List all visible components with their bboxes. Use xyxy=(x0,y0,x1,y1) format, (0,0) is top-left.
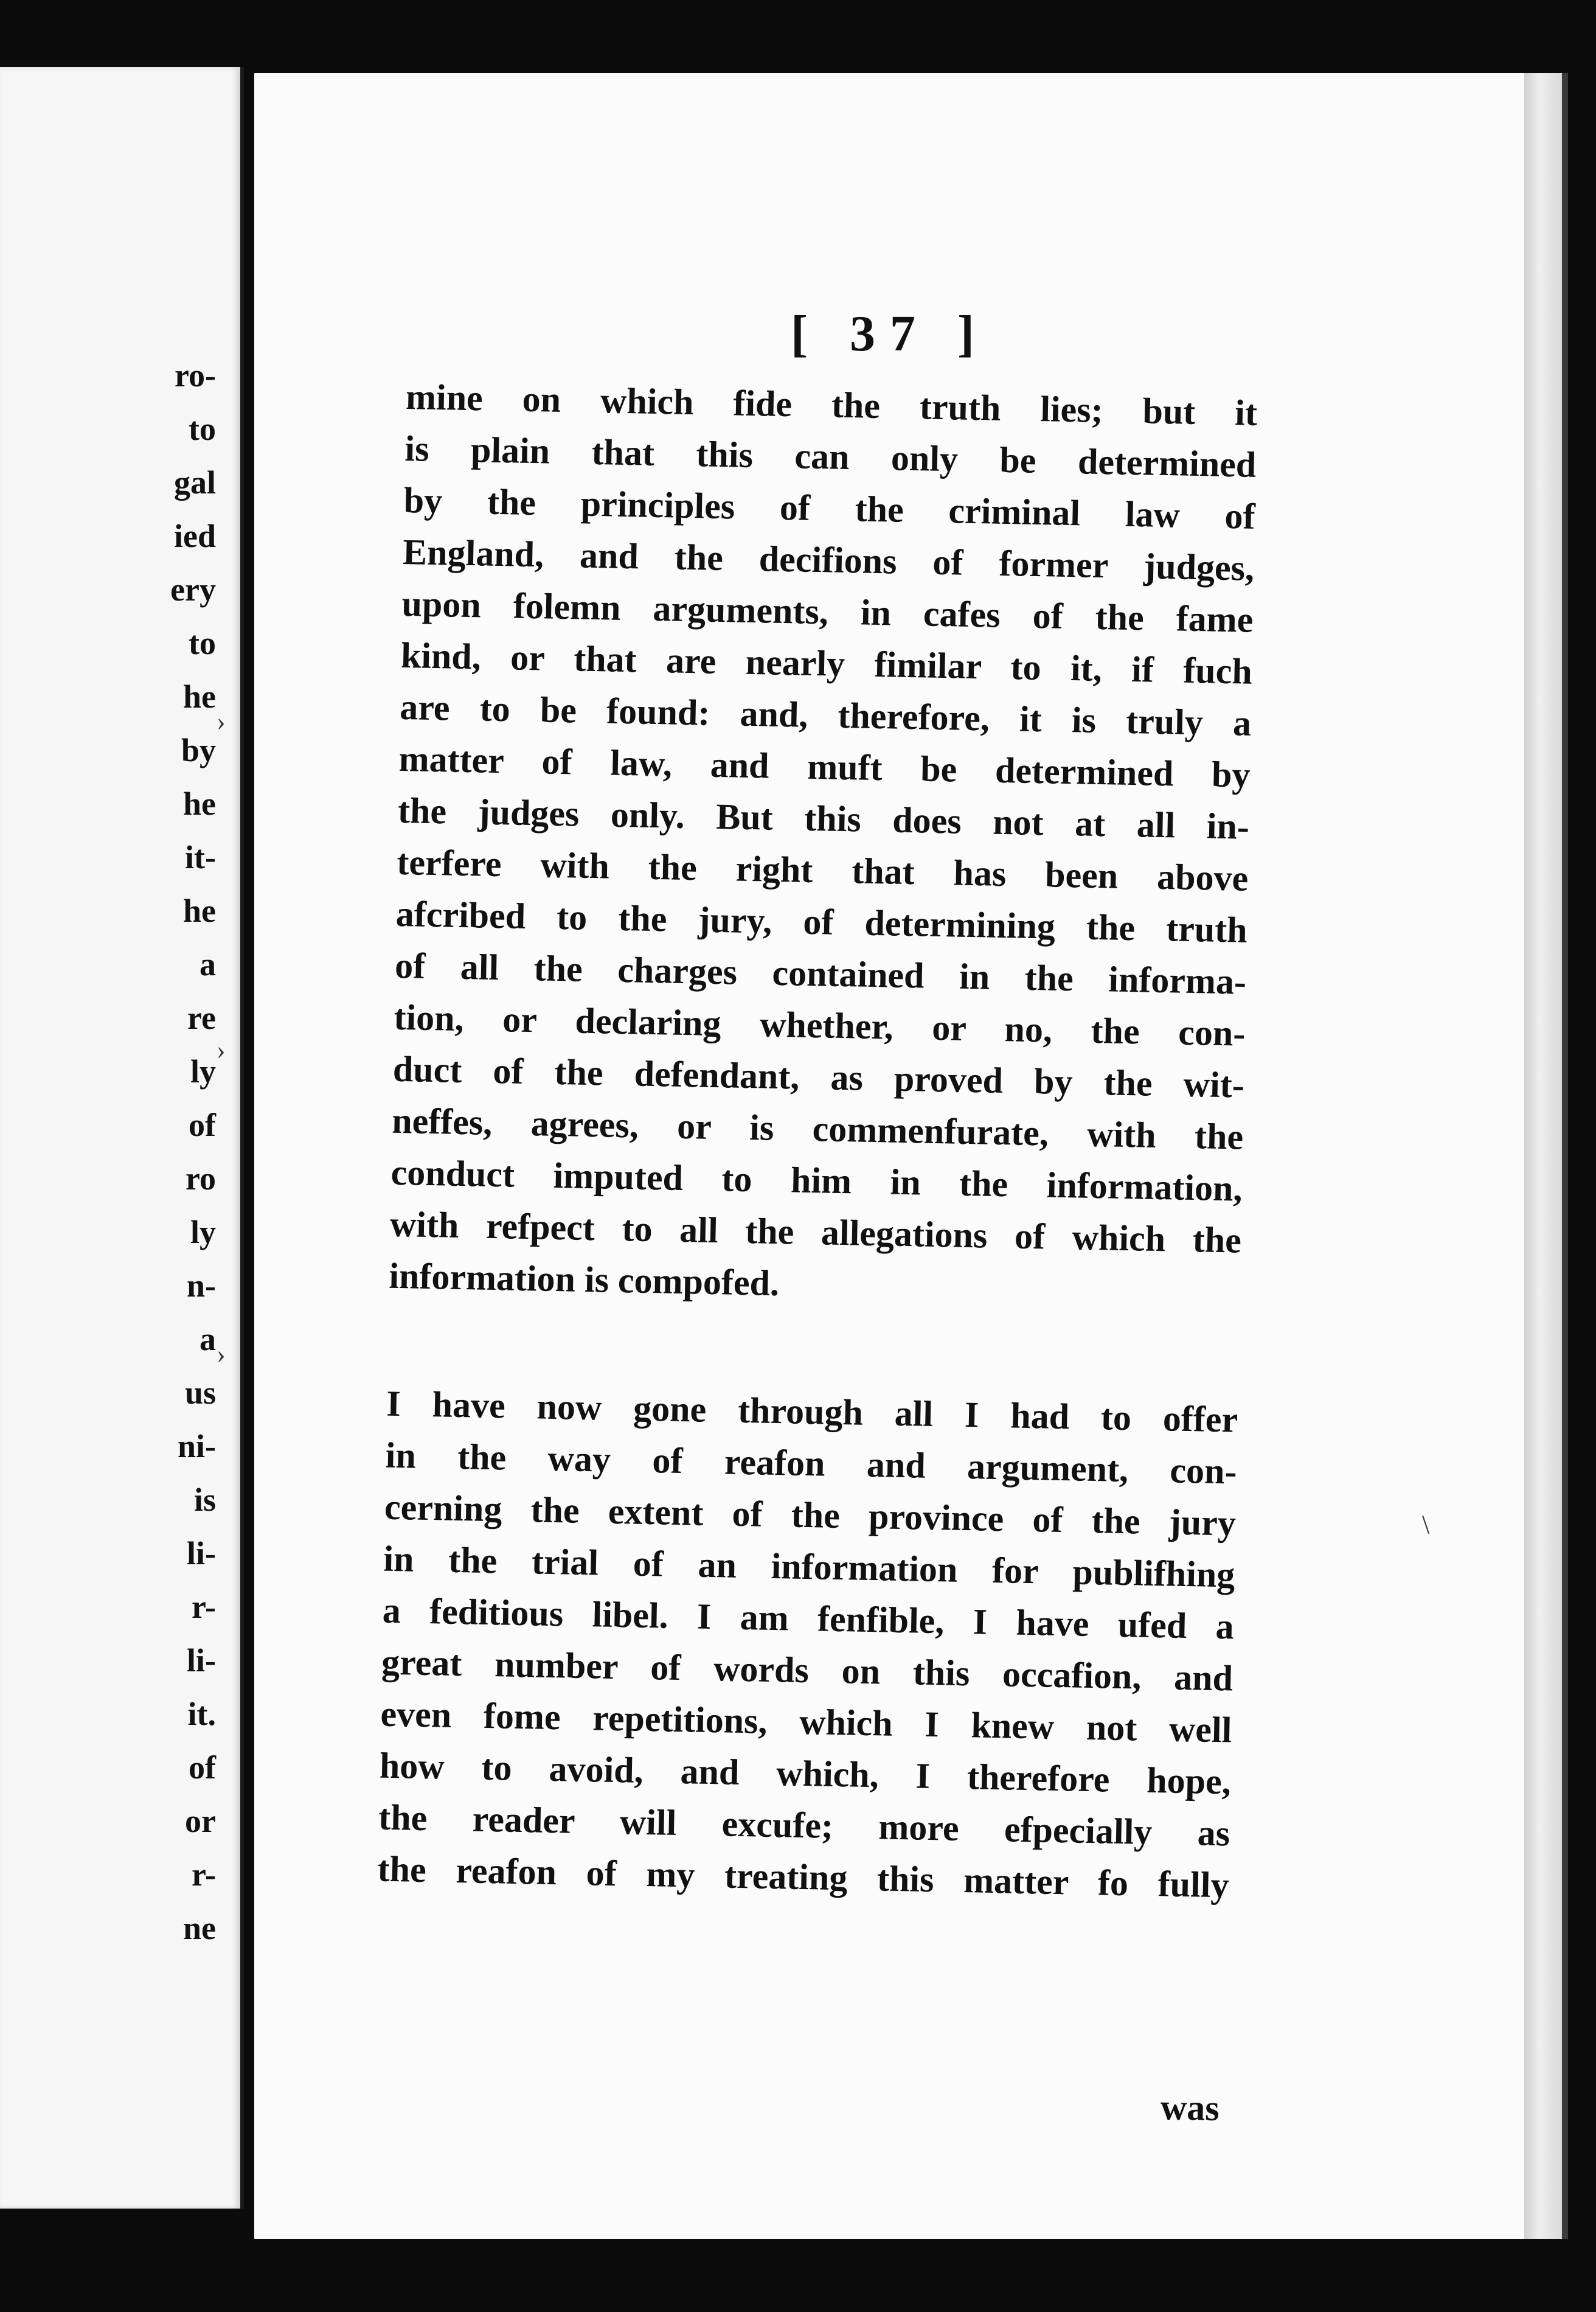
page-edge xyxy=(1524,73,1562,2239)
text-line: terfere with the right that has been above xyxy=(396,841,1249,899)
left-page-fragment: ery xyxy=(170,571,216,608)
left-page-fragment: ly xyxy=(190,1053,216,1090)
margin-mark: › xyxy=(217,1035,226,1065)
text-line: in the trial of an information for publifhing xyxy=(383,1538,1235,1595)
left-page-fragment: n- xyxy=(186,1267,216,1304)
left-page-fragment: is xyxy=(193,1482,216,1518)
text-line: cerning the extent of the province of the jury xyxy=(384,1486,1237,1544)
text-line: tion, or declaring whether, or no, the con- xyxy=(393,997,1246,1054)
text-line: the reader will excufe; more efpecially as xyxy=(378,1797,1230,1854)
left-page-fragment: it- xyxy=(185,839,216,876)
margin-mark: › xyxy=(217,706,226,736)
text-line: I have now gone through all I had to offer xyxy=(386,1383,1238,1440)
text-line: of all the charges contained in the informa- xyxy=(394,945,1247,1002)
text-line: upon folemn arguments, in cafes of the fame xyxy=(401,583,1254,640)
left-page-fragment: of xyxy=(189,1749,216,1786)
left-page-fragment: by xyxy=(181,732,216,768)
book-page xyxy=(217,73,1562,2239)
text-line: even fome repetitions, which I knew not well xyxy=(380,1693,1233,1750)
text-line: by the principles of the criminal law of xyxy=(403,479,1256,537)
text-line: mine on which fide the truth lies; but it xyxy=(405,376,1258,433)
text-line: great number of words on this occafion, and xyxy=(381,1642,1233,1699)
text-line: England, and the decifions of former judges, xyxy=(402,531,1255,588)
left-page-fragment: of xyxy=(189,1107,216,1143)
paragraph xyxy=(377,1378,1238,1912)
left-page-fragment: ne xyxy=(183,1910,216,1946)
margin-mark: \ xyxy=(1422,1509,1430,1539)
left-page-fragment: to xyxy=(189,625,216,661)
left-page-fragment: a xyxy=(200,946,216,983)
left-page-fragment: r- xyxy=(192,1856,216,1893)
left-page-fragment: ly xyxy=(190,1214,216,1250)
text-line: the judges only. But this does not at all in- xyxy=(397,790,1250,847)
left-page-fragment: ro- xyxy=(175,357,216,394)
left-page-fragment: a xyxy=(200,1321,216,1357)
text-line: conduct imputed to him in the information, xyxy=(390,1152,1243,1209)
text-line: duct of the defendant, as proved by the wit- xyxy=(392,1048,1245,1106)
left-page-fragment: li- xyxy=(187,1535,216,1572)
text-line: a feditious libel. I am fenfible, I have ufed a xyxy=(382,1590,1235,1647)
text-line: how to avoid, and which, I therefore hope, xyxy=(379,1745,1232,1802)
text-line: matter of law, and muft be determined by xyxy=(398,738,1251,795)
left-page-fragment: or xyxy=(185,1803,216,1839)
left-page-fragment: he xyxy=(183,893,216,929)
text-line: is plain that this can only be determined xyxy=(404,428,1257,485)
left-page-fragment: r- xyxy=(192,1589,216,1625)
text-line: with refpect to all the allegations of which the xyxy=(389,1203,1242,1261)
text-line: are to be found: and, therefore, it is truly a xyxy=(399,686,1252,743)
paragraph xyxy=(389,371,1258,1318)
left-page-fragment: ni- xyxy=(177,1428,216,1464)
left-page-fragment: ro xyxy=(186,1160,216,1197)
body-text xyxy=(377,371,1258,1911)
left-page-fragment: it. xyxy=(187,1696,216,1732)
margin-mark: › xyxy=(217,1339,226,1369)
text-line: the reafon of my treating this matter fo fully xyxy=(377,1848,1230,1906)
page-number: [ 37 ] xyxy=(791,305,989,362)
left-page-fragment: gal xyxy=(173,464,216,501)
catchword: was xyxy=(1160,2087,1220,2128)
text-line: afcribed to the jury, of determining the truth xyxy=(395,893,1248,950)
text-line: in the way of reafon and argument, con- xyxy=(385,1435,1238,1492)
left-page xyxy=(0,67,242,2209)
left-page-fragment: ied xyxy=(173,518,216,554)
left-page-fragment: us xyxy=(184,1374,216,1411)
left-page-fragment: to xyxy=(189,411,216,447)
text-line: information is compofed. xyxy=(388,1255,780,1304)
text-line: neffes, agrees, or is commenfurate, with the xyxy=(391,1100,1244,1157)
gutter xyxy=(240,67,244,2209)
text-line: kind, or that are nearly fimilar to it, if fuch xyxy=(400,635,1253,692)
left-page-fragment: re xyxy=(187,1000,216,1036)
left-page-fragment: he xyxy=(183,785,216,822)
left-page-fragment: li- xyxy=(187,1642,216,1679)
left-page-fragment: he xyxy=(183,678,216,715)
